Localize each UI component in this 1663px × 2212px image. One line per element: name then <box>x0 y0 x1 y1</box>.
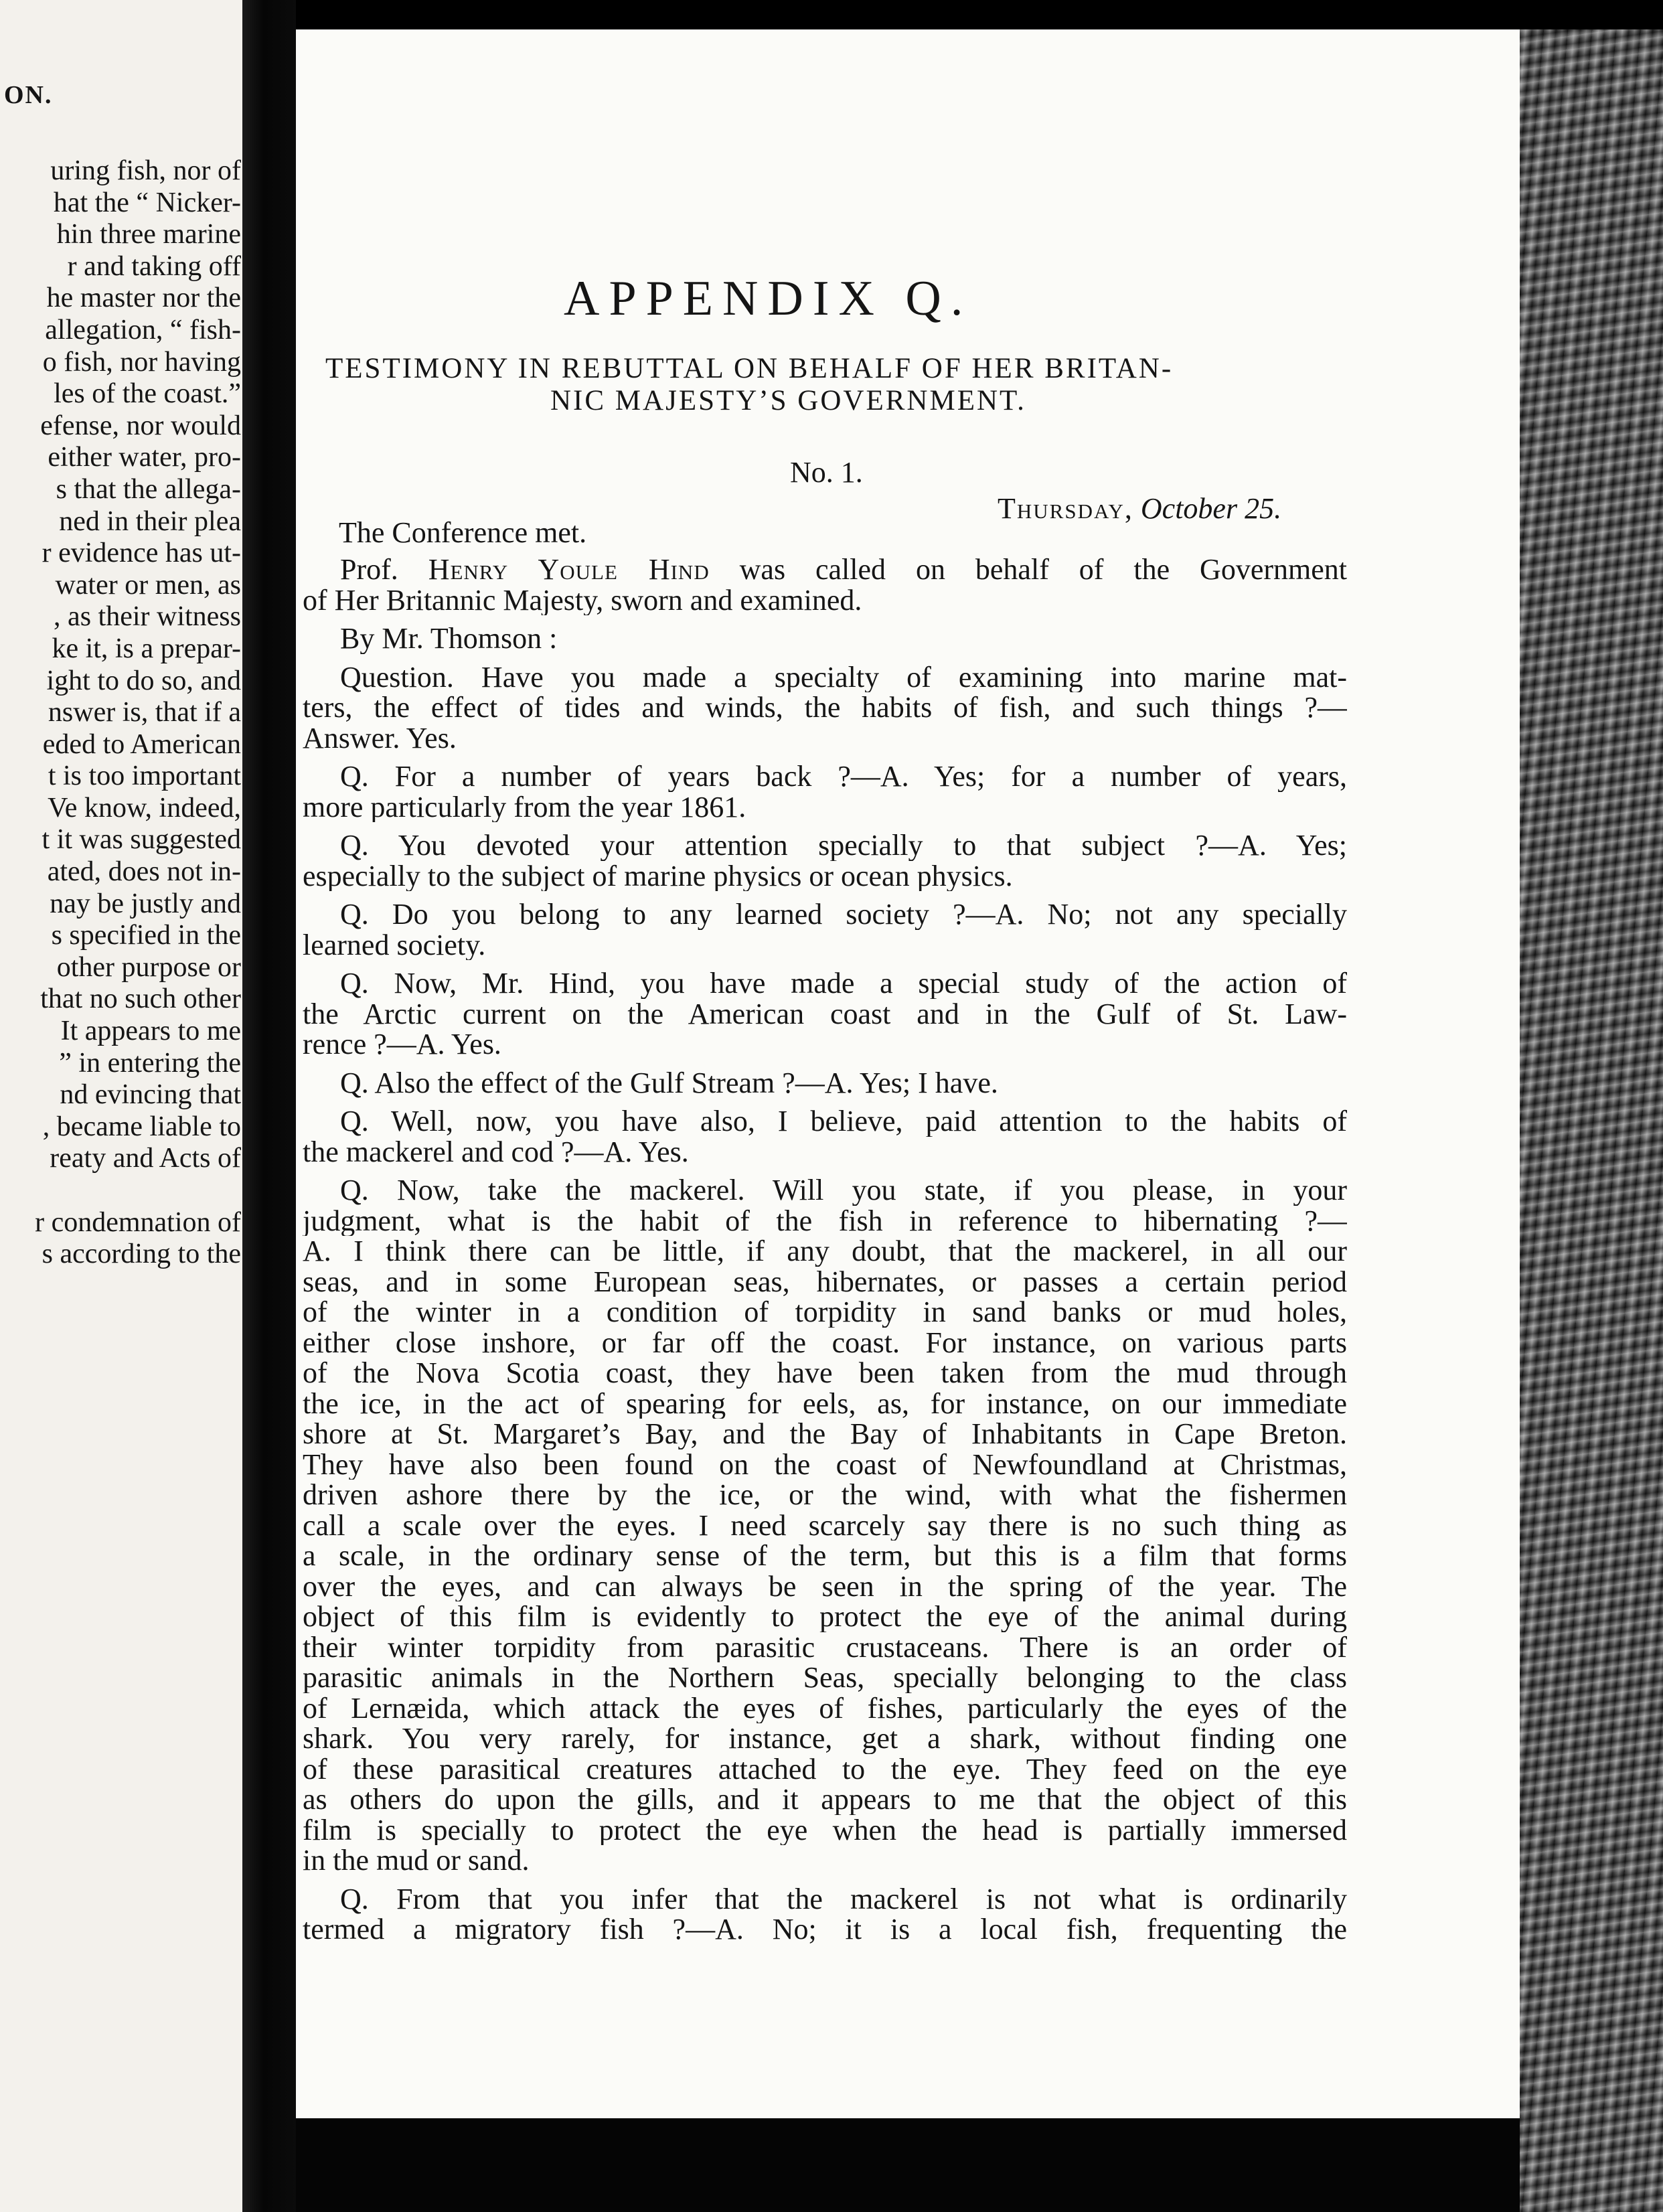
witness-line-rest: was called on behalf of the Government <box>709 554 1347 585</box>
testimony-line: over the eyes, and can always be seen in the spring of the year. The <box>303 1571 1347 1601</box>
left-page-line: nswer is, that if a <box>48 697 241 728</box>
left-page-line: nay be justly and <box>50 888 241 919</box>
appendix-title: APPENDIX Q. <box>564 271 973 326</box>
left-page-line: s that the allega- <box>56 473 241 505</box>
testimony-line: Q. Now, take the mackerel. Will you state, if you please, in your <box>340 1175 1347 1206</box>
testimony-line: their winter torpidity from parasitic crustaceans. There is an order of <box>303 1632 1347 1662</box>
testimony-line: Q. For a number of years back ?—A. Yes; for a number of years, <box>340 761 1347 792</box>
left-page-line: , as their witness <box>54 601 241 633</box>
testimony-line: Q. Do you belong to any learned society ?—A. No; not any specially <box>340 899 1347 930</box>
left-page-line <box>0 1175 242 1207</box>
left-page-line: les of the coast.” <box>54 378 241 410</box>
left-page-line: ated, does not in- <box>47 856 241 888</box>
page-bottom-shadow <box>296 2118 1520 2212</box>
book-gutter <box>242 0 296 2212</box>
left-page-line: efense, nor would <box>40 410 241 441</box>
testimony-line: the Arctic current on the American coast and in the Gulf of St. Law- <box>303 998 1347 1029</box>
testimony-line: of the winter in a condition of torpidity in sand banks or mud holes, <box>303 1297 1347 1328</box>
left-page-line: allegation, “ fish- <box>45 314 241 345</box>
testimony-line: of these parasitical creatures attached to the eye. They feed on the eye <box>303 1753 1347 1784</box>
testimony-line: in the mud or sand. <box>303 1845 530 1876</box>
testimony-line: driven ashore there by the ice, or the wind, with what the fishermen <box>303 1480 1347 1510</box>
testimony-line: Answer. Yes. <box>303 722 457 753</box>
left-page-line: that no such other <box>40 983 241 1015</box>
section-heading-line-2: NIC MAJESTY’S GOVERNMENT. <box>550 385 1026 416</box>
testimony-line: more particularly from the year 1861. <box>303 791 746 822</box>
testimony-line: A. I think there can be little, if any doubt, that the mackerel, in all our <box>303 1236 1347 1267</box>
testimony-line: the ice, in the act of spearing for eels, as, for instance, on our immediate <box>303 1388 1347 1419</box>
date-line <box>998 491 1281 526</box>
left-page-line: r and taking off <box>67 250 241 282</box>
testimony-line: Q. Now, Mr. Hind, you have made a special study of the action of <box>340 968 1347 999</box>
testimony-line: either close inshore, or far off the coast. For instance, on various parts <box>303 1327 1347 1358</box>
testimony-body <box>303 554 1347 1945</box>
left-page-line: ight to do so, and <box>46 665 241 696</box>
testimony-line: a scale, in the ordinary sense of the term, but this is a film that forms <box>303 1540 1347 1571</box>
left-page-line: r evidence has ut- <box>42 538 241 569</box>
left-page-line: It appears to me <box>60 1016 241 1047</box>
left-page-line: eded to American <box>42 728 241 760</box>
left-page-line: nd evincing that <box>60 1079 241 1111</box>
left-page-text <box>0 155 242 1271</box>
left-page-line: other purpose or <box>56 951 241 983</box>
left-facing-page <box>0 0 242 2212</box>
left-page-line: ” in entering the <box>59 1047 241 1079</box>
testimony-line: call a scale over the eyes. I need scarcely say there is no such thing as <box>303 1510 1347 1540</box>
left-page-line: r condemnation of <box>35 1206 241 1238</box>
left-page-line: s according to the <box>42 1239 241 1270</box>
testimony-line: of Her Britannic Majesty, sworn and examined. <box>303 584 862 615</box>
testimony-line: Q. From that you infer that the mackerel is not what is ordinarily <box>340 1883 1347 1914</box>
left-page-line: t it was suggested <box>42 824 241 856</box>
left-page-line: hin three marine <box>56 219 241 250</box>
left-page-line: ke it, is a prepar- <box>52 633 241 664</box>
conference-line: The Conference met. <box>339 516 587 549</box>
testimony-line: parasitic animals in the Northern Seas, specially belonging to the class <box>303 1662 1347 1693</box>
left-page-line: , became liable to <box>42 1111 241 1142</box>
testimony-line: shore at St. Margaret’s Bay, and the Bay of Inhabitants in Cape Breton. <box>303 1419 1347 1449</box>
section-heading-line-1: TESTIMONY IN REBUTTAL ON BEHALF OF HER BRITAN- <box>325 353 1174 384</box>
left-page-heading: ON. <box>4 81 53 109</box>
left-page-line: t is too important <box>48 761 241 792</box>
testimony-line: learned society. <box>303 929 486 960</box>
left-page-line: he master nor the <box>46 283 241 314</box>
left-page-line: Ve know, indeed, <box>48 792 241 823</box>
testimony-line: of the Nova Scotia coast, they have been taken from the mud through <box>303 1358 1347 1389</box>
testimony-line: Q. Also the effect of the Gulf Stream ?—A. Yes; I have. <box>340 1067 998 1098</box>
left-page-line: s specified in the <box>51 920 241 951</box>
left-page-line: hat the “ Nicker- <box>53 187 241 218</box>
testimony-line: judgment, what is the habit of the fish in reference to hibernating ?— <box>303 1205 1347 1236</box>
testimony-line: especially to the subject of marine physics or ocean physics. <box>303 860 1013 891</box>
testimony-line: Question. Have you made a specialty of examining into marine mat- <box>340 661 1347 692</box>
testimony-line: Q. Well, now, you have also, I believe, paid attention to the habits of <box>340 1106 1347 1137</box>
testimony-line: rence ?—A. Yes. <box>303 1029 501 1060</box>
testimony-line: Q. You devoted your attention specially to that subject ?—A. Yes; <box>340 830 1347 861</box>
witness-prefix: Prof. <box>340 554 398 585</box>
testimony-line: film is specially to protect the eye when the head is partially immersed <box>303 1814 1347 1845</box>
left-page-line: o fish, nor having <box>42 346 241 378</box>
testimony-line: They have also been found on the coast of Newfoundland at Christmas, <box>303 1449 1347 1480</box>
date-day: Thursday, <box>998 492 1133 525</box>
testimony-line: object of this film is evidently to protect the eye of the animal during <box>303 1601 1347 1632</box>
left-page-line: reaty and Acts of <box>50 1143 241 1174</box>
date-text: October 25. <box>1140 492 1282 525</box>
testimony-line: termed a migratory fish ?—A. No; it is a local fish, frequenting the <box>303 1914 1347 1945</box>
testimony-line: as others do upon the gills, and it appears to me that the object of this <box>303 1784 1347 1815</box>
marbled-page-edge <box>1520 29 1663 2212</box>
witness-name: Henry Youle Hind <box>428 554 710 585</box>
examiner-line: By Mr. Thomson : <box>340 623 558 654</box>
testimony-line <box>303 554 1347 585</box>
testimony-line: shark. You very rarely, for instance, get a shark, without finding one <box>303 1723 1347 1754</box>
testimony-line: seas, and in some European seas, hibernates, or passes a certain period <box>303 1266 1347 1297</box>
left-page-line: uring fish, nor of <box>50 155 241 186</box>
testimony-line: of Lernæida, which attack the eyes of fishes, particularly the eyes of the <box>303 1692 1347 1723</box>
testimony-line: the mackerel and cod ?—A. Yes. <box>303 1136 689 1167</box>
left-page-line: either water, pro- <box>48 442 241 473</box>
left-page-line: ned in their plea <box>59 505 241 537</box>
left-page-line: water or men, as <box>55 569 241 601</box>
testimony-number: No. 1. <box>790 456 863 489</box>
testimony-line: ters, the effect of tides and winds, the habits of fish, and such things ?— <box>303 692 1347 723</box>
